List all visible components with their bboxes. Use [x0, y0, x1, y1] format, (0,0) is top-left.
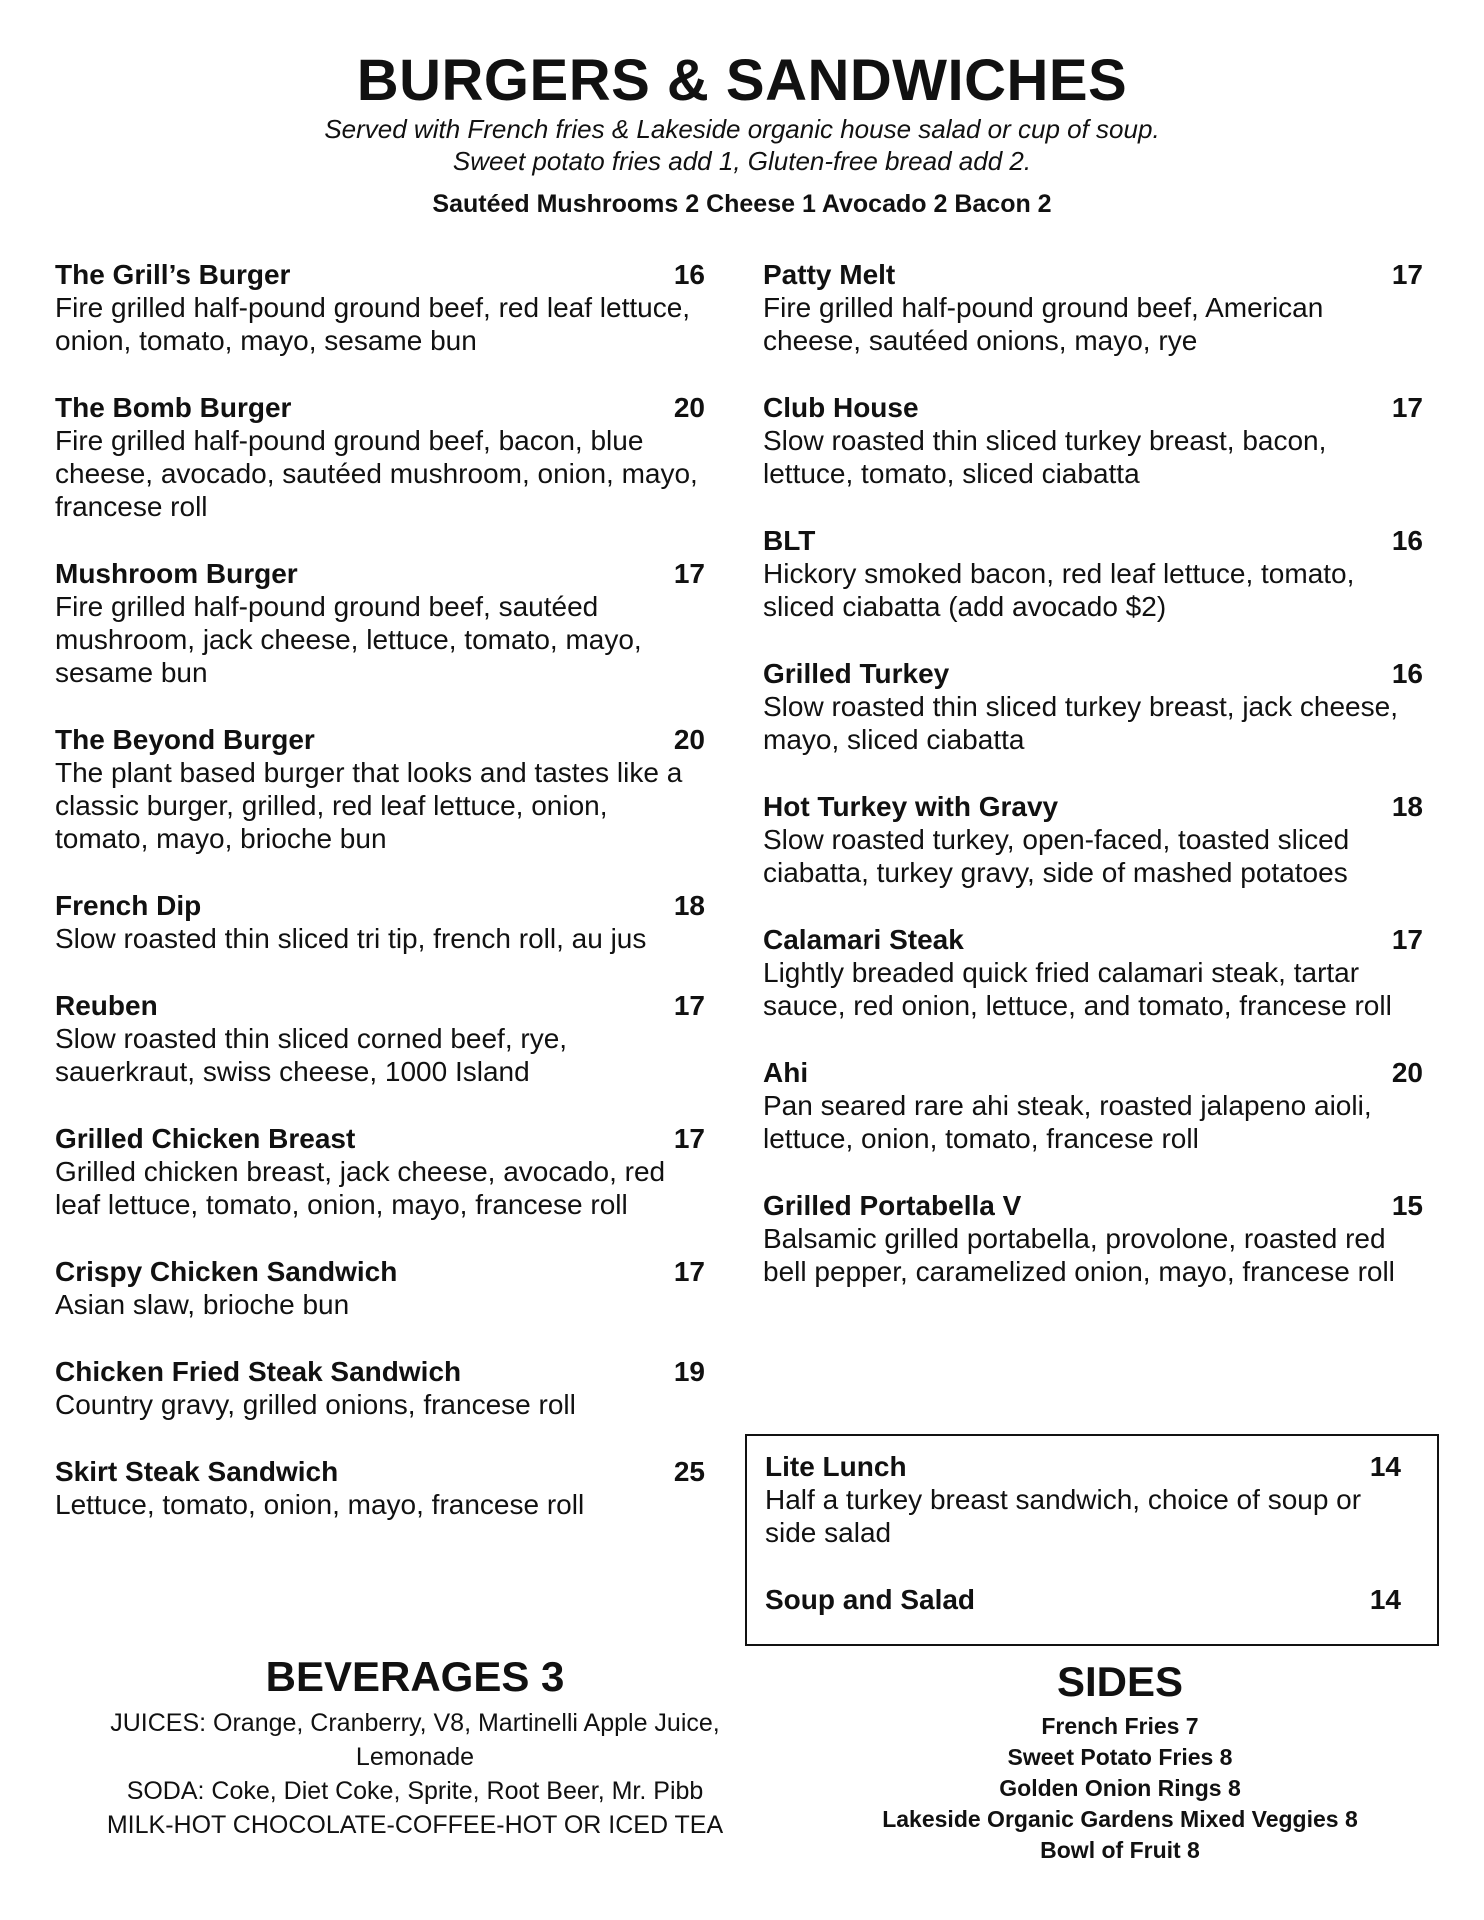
item-name: Calamari Steak — [763, 924, 964, 955]
menu-item — [55, 889, 705, 955]
item-description: Pan seared rare ahi steak, roasted jalapeno aioli, lettuce, onion, tomato, francese roll — [763, 1090, 1372, 1154]
item-name: Reuben — [55, 990, 158, 1021]
menu-item — [55, 723, 705, 855]
item-description: Fire grilled half-pound ground beef, bacon, blue cheese, avocado, sautéed mushroom, onion, mayo, francese roll — [55, 425, 698, 522]
item-name: Club House — [763, 392, 919, 423]
side-item: Lakeside Organic Gardens Mixed Veggies 8 — [882, 1806, 1358, 1832]
menu-item — [55, 1455, 705, 1521]
item-name: Grilled Chicken Breast — [55, 1123, 356, 1154]
item-name: Skirt Steak Sandwich — [55, 1456, 339, 1487]
item-price: 20 — [673, 724, 705, 755]
item-description: Fire grilled half-pound ground beef, red leaf lettuce, onion, tomato, mayo, sesame bun — [55, 292, 691, 356]
item-price: 14 — [1369, 1584, 1401, 1615]
subtitle-line-2: Sweet potato fries add 1, Gluten-free bread add 2. — [452, 146, 1032, 176]
item-description: Grilled chicken breast, jack cheese, avocado, red leaf lettuce, tomato, onion, mayo, francese roll — [55, 1156, 666, 1220]
right-menu-column — [763, 258, 1423, 1322]
lite-lunch-box — [745, 1434, 1439, 1646]
item-description: Country gravy, grilled onions, francese roll — [55, 1389, 576, 1420]
menu-item — [55, 258, 705, 357]
item-description: Fire grilled half-pound ground beef, sautéed mushroom, jack cheese, lettuce, tomato, mayo, sesame bun — [55, 591, 642, 688]
item-name: Soup and Salad — [765, 1584, 976, 1615]
left-menu-column — [55, 258, 705, 1555]
menu-item — [763, 923, 1423, 1022]
item-description: Slow roasted thin sliced corned beef, rye, sauerkraut, swiss cheese, 1000 Island — [55, 1023, 568, 1087]
beverages-section — [55, 1652, 775, 1842]
menu-item — [765, 1583, 1401, 1616]
item-price: 17 — [1391, 392, 1423, 423]
item-price: 17 — [673, 1123, 705, 1154]
item-name: BLT — [763, 525, 816, 556]
item-price: 18 — [1391, 791, 1423, 822]
item-name: The Grill’s Burger — [55, 259, 291, 290]
side-item: Sweet Potato Fries 8 — [1007, 1744, 1233, 1770]
item-price: 17 — [673, 1256, 705, 1287]
item-price: 20 — [1391, 1057, 1423, 1088]
addons-line: Sautéed Mushrooms 2 Cheese 1 Avocado 2 Bacon 2 — [432, 190, 1052, 218]
item-description: Fire grilled half-pound ground beef, American cheese, sautéed onions, mayo, rye — [763, 292, 1324, 356]
item-name: French Dip — [55, 890, 202, 921]
menu-item — [763, 524, 1423, 623]
item-description: Slow roasted thin sliced turkey breast, bacon, lettuce, tomato, sliced ciabatta — [763, 425, 1327, 489]
menu-item — [765, 1450, 1401, 1549]
item-price: 15 — [1391, 1190, 1423, 1221]
item-price: 17 — [673, 990, 705, 1021]
item-description: Slow roasted thin sliced turkey breast, jack cheese, mayo, sliced ciabatta — [763, 691, 1398, 755]
item-name: Grilled Turkey — [763, 658, 950, 689]
menu-item — [55, 989, 705, 1088]
beverage-line: Lemonade — [355, 1743, 475, 1771]
menu-item — [55, 1355, 705, 1421]
item-description: Asian slaw, brioche bun — [55, 1289, 350, 1320]
item-price: 16 — [1391, 525, 1423, 556]
sides-section — [820, 1657, 1420, 1866]
item-price: 19 — [673, 1356, 705, 1387]
menu-item — [55, 557, 705, 689]
sides-title: SIDES — [1056, 1658, 1184, 1705]
item-name: The Beyond Burger — [55, 724, 315, 755]
item-description: The plant based burger that looks and tastes like a classic burger, grilled, red leaf lettuce, onion, tomato, mayo, brioche bun — [55, 757, 683, 854]
item-price: 14 — [1369, 1451, 1401, 1482]
item-price: 16 — [1391, 658, 1423, 689]
subtitle-line-1: Served with French fries & Lakeside organic house salad or cup of soup. — [324, 114, 1160, 144]
menu-item — [763, 790, 1423, 889]
item-price: 20 — [673, 392, 705, 423]
item-name: The Bomb Burger — [55, 392, 292, 423]
item-description: Slow roasted thin sliced tri tip, french roll, au jus — [55, 923, 647, 954]
menu-item — [763, 391, 1423, 490]
item-description: Hickory smoked bacon, red leaf lettuce, tomato, sliced ciabatta (add avocado $2) — [763, 558, 1355, 622]
menu-item — [55, 1122, 705, 1221]
beverages-title: BEVERAGES 3 — [265, 1653, 565, 1700]
item-name: Chicken Fried Steak Sandwich — [55, 1356, 462, 1387]
menu-item — [763, 258, 1423, 357]
item-name: Hot Turkey with Gravy — [763, 791, 1059, 822]
item-description: Balsamic grilled portabella, provolone, roasted red bell pepper, caramelized onion, mayo, francese roll — [763, 1223, 1395, 1287]
item-name: Crispy Chicken Sandwich — [55, 1256, 398, 1287]
item-description: Lightly breaded quick fried calamari steak, tartar sauce, red onion, lettuce, and tomato, francese roll — [763, 957, 1392, 1021]
beverage-line: MILK-HOT CHOCOLATE-COFFEE-HOT OR ICED TEA — [106, 1811, 724, 1839]
menu-title: BURGERS & SANDWICHES — [356, 48, 1128, 113]
beverage-line: SODA: Coke, Diet Coke, Sprite, Root Beer, Mr. Pibb — [126, 1777, 704, 1805]
item-price: 25 — [673, 1456, 705, 1487]
item-name: Ahi — [763, 1057, 809, 1088]
menu-item — [763, 657, 1423, 756]
side-item: Bowl of Fruit 8 — [1040, 1837, 1200, 1863]
menu-item — [763, 1189, 1423, 1288]
item-price: 18 — [673, 890, 705, 921]
item-name: Patty Melt — [763, 259, 896, 290]
item-name: Mushroom Burger — [55, 558, 298, 589]
item-price: 17 — [1391, 259, 1423, 290]
menu-item — [763, 1056, 1423, 1155]
item-name: Lite Lunch — [765, 1451, 907, 1482]
item-description: Half a turkey breast sandwich, choice of soup or side salad — [765, 1484, 1362, 1548]
item-name: Grilled Portabella V — [763, 1190, 1022, 1221]
menu-item — [55, 391, 705, 523]
beverage-line: JUICES: Orange, Cranberry, V8, Martinelli Apple Juice, — [110, 1709, 720, 1737]
side-item: Golden Onion Rings 8 — [999, 1775, 1241, 1801]
item-description: Lettuce, tomato, onion, mayo, francese roll — [55, 1489, 585, 1520]
item-price: 17 — [1391, 924, 1423, 955]
item-description: Slow roasted turkey, open-faced, toasted sliced ciabatta, turkey gravy, side of mashed potatoes — [763, 824, 1350, 888]
item-price: 17 — [673, 558, 705, 589]
side-item: French Fries 7 — [1041, 1713, 1199, 1739]
item-price: 16 — [673, 259, 705, 290]
menu-item — [55, 1255, 705, 1321]
